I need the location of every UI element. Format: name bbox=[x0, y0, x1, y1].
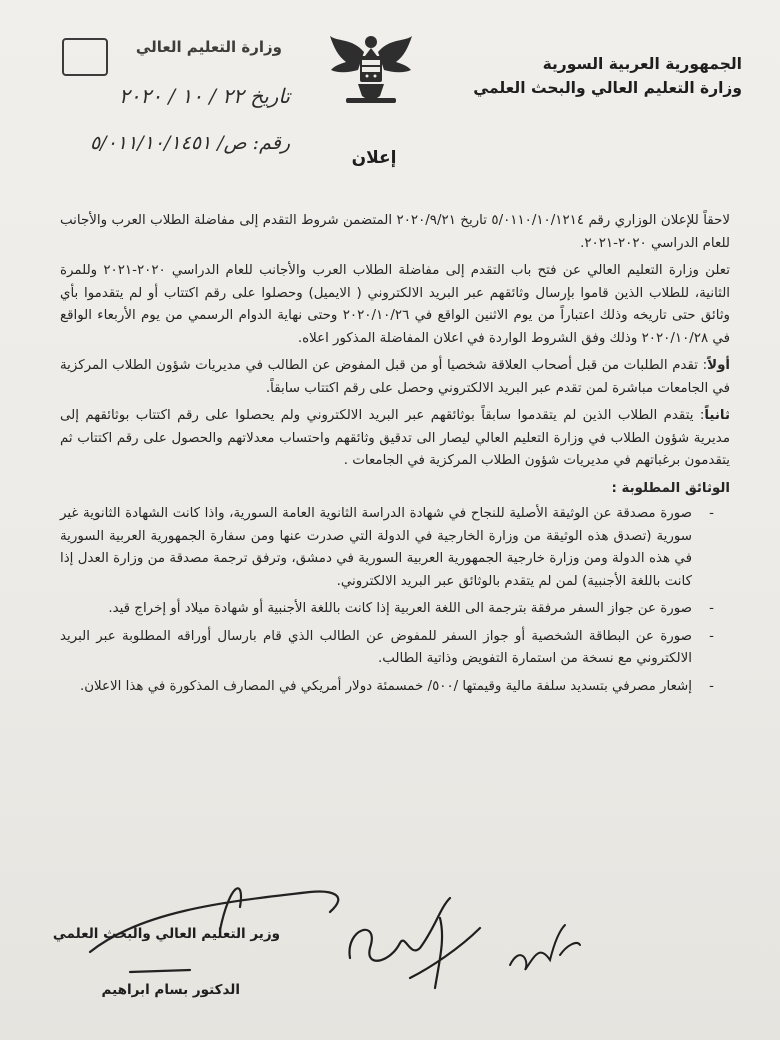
ministry-stamp-icon bbox=[62, 38, 108, 76]
first-text: : تقدم الطلبات من قبل أصحاب العلاقة شخصيا أو من قبل المفوض عن الطالب في مديريات شؤون الطلاب المركزية في الجامعات مباشرة لمن تقدم عبر البريد الالكتروني وحصل على رقم اكتتاب سابقاً. bbox=[60, 358, 730, 396]
handwritten-signature-icon bbox=[340, 888, 490, 1008]
intro-paragraph-2: تعلن وزارة التعليم العالي عن فتح باب التقدم إلى مفاضلة الطلاب العرب والأجانب للعام الدراسي ٢٠٢٠-٢٠٢١ وللمرة الثانية، للطلاب الذين قاموا بإرسال وثائقهم عبر البريد الالكتروني ( الايميل) وحصلوا على رقم اكتتاب أو لم يتقدموا بأي وثائق حتى تاريخه وذلك اعتباراً من يوم الاثنين الواقع في ٢٠٢٠/١٠/٢٦ وحتى نهاية الدوام الرسمي من يوم الأربعاء الواقع في ٢٠٢٠/١٠/٢٨ وذلك وفق الشروط الواردة في اعلان المفاضلة المذكور اعلاه. bbox=[60, 263, 731, 346]
second-text: : يتقدم الطلاب الذين لم يتقدموا سابقاً بوثائقهم عبر البريد الالكتروني ولم يحصلوا على رقم اكتتاب بوثائقهم إلى مديرية شؤون الطلاب في وزارة التعليم العالي ليصار الى تدقيق وثائقهم واحتساب معدلاتهم والحصول على رقم اكتتاب ثم يتقدمون برغباتهم في مديريات شؤون الطلاب المركزية في الجامعات . bbox=[60, 408, 730, 468]
document-item-text: صورة عن البطاقة الشخصية أو جواز السفر للمفوض عن الطالب الذي قام بارسال أوراقه المطلوبة عبر البريد الالكتروني مع نسخة من استمارة التفويض وذاتية الطالب. bbox=[60, 628, 692, 666]
document-item: - صورة عن البطاقة الشخصية أو جواز السفر للمفوض عن الطالب الذي قام بارسال أوراقه المطلوبة عبر البريد الالكتروني مع نسخة من استمارة التفويض وذاتية الطالب. bbox=[60, 628, 714, 666]
first-label: أولاً bbox=[707, 358, 730, 373]
document-item: - صورة مصدقة عن الوثيقة الأصلية للنجاح في شهادة الدراسة الثانوية العامة السورية، واذا كانت الشهادة الثانوية غير سورية (تصدق هذه الوثيقة من وزارة الخارجية في الدولة التي صدرت عنها ومن سفارة الجمهورية العربية السورية في هذه الدولة ومن وزارة خارجية الجمهورية العربية السورية في دمشق، وترفق ترجمة مصدقة من وزارة العدل إذا كانت باللغة الأجنبية) لمن لم يتقدم بالوثائق عبر البريد الالكتروني. bbox=[60, 506, 714, 589]
country-line: الجمهورية العربية السورية bbox=[542, 55, 742, 73]
eagle-emblem-icon bbox=[328, 30, 414, 110]
announcement-title: إعلان bbox=[351, 148, 397, 168]
second-clause bbox=[60, 405, 730, 473]
initials-signature-icon bbox=[505, 915, 585, 985]
ministry-line: وزارة التعليم العالي والبحث العلمي bbox=[473, 79, 742, 97]
second-label: ثانياً bbox=[704, 408, 730, 423]
document-item-text: صورة مصدقة عن الوثيقة الأصلية للنجاح في شهادة الدراسة الثانوية العامة السورية، واذا كانت الشهادة الثانوية غير سورية (تصدق هذه الوثيقة من وزارة الخارجية في الدولة التي صدرت عنها ومن سفارة الجمهورية العربية السورية في هذه الدولة ومن وزارة خارجية الجمهورية العربية السورية في دمشق، وترفق ترجمة مصدقة من وزارة العدل إذا كانت باللغة الأجنبية) لمن لم يتقدم بالوثائق عبر البريد الالكتروني. bbox=[60, 506, 692, 589]
document-item: - صورة عن جواز السفر مرفقة بترجمة الى اللغة العربية إذا كانت باللغة الأجنبية أو شهادة ميلاد أو إخراج قيد. bbox=[108, 601, 714, 616]
left-ministry-title: وزارة التعليم العالي bbox=[135, 38, 282, 56]
signatory-title: وزير التعليم العالي والبحث العلمي bbox=[52, 926, 280, 942]
announcement-body bbox=[60, 210, 730, 703]
ministry-header bbox=[472, 52, 742, 100]
document-item: - إشعار مصرفي بتسديد سلفة مالية وقيمتها /٥٠٠/ خمسمئة دولار أمريكي في المصارف المذكورة في هذا الاعلان. bbox=[79, 678, 714, 694]
first-clause bbox=[60, 355, 730, 400]
documents-list bbox=[60, 503, 730, 698]
document-item-text: إشعار مصرفي بتسديد سلفة مالية وقيمتها /٥٠٠/ خمسمئة دولار أمريكي في المصارف المذكورة في هذا الاعلان. bbox=[79, 678, 692, 694]
handwritten-date: تاريخ ٢٢ / ١٠ / ٢٠٢٠ bbox=[119, 84, 290, 108]
intro-paragraph-1: لاحقاً للإعلان الوزاري رقم ٥/٠١١٠/١٠/١٢١٤ تاريخ ٢٠٢٠/٩/٢١ المتضمن شروط التقدم إلى مفاضلة الطلاب العرب والأجانب للعام الدراسي ٢٠٢٠-٢٠٢١. bbox=[60, 213, 730, 251]
documents-heading: الوثائق المطلوبة : bbox=[611, 480, 730, 496]
handwritten-reference-number: رقم: ص/ ٥/٠١١/١٠/١٤٥١ bbox=[89, 132, 290, 154]
document-item-text: صورة عن جواز السفر مرفقة بترجمة الى اللغة العربية إذا كانت باللغة الأجنبية أو شهادة ميلاد أو إخراج قيد. bbox=[108, 601, 692, 616]
signatory-name: الدكتور بسام ابراهيم bbox=[101, 982, 240, 998]
